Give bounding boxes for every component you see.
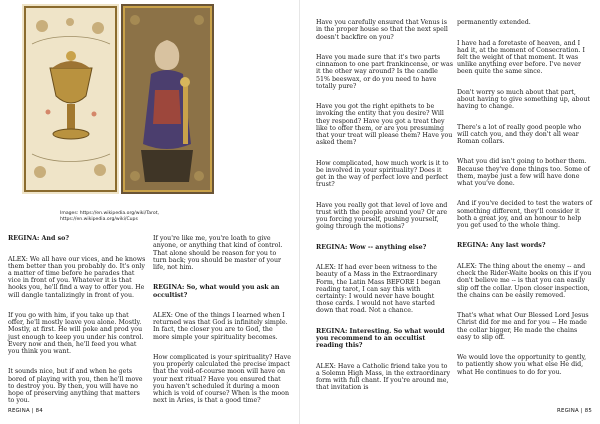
- paragraph: And if you've decided to test the waters of something different, they'll consider it both a great joy, and an honour to help you get used to the whole thing.: [457, 200, 592, 230]
- right-page: [300, 0, 600, 424]
- tarot-images: [22, 4, 214, 194]
- tarot-card-cup-image: [22, 4, 119, 194]
- paragraph: There's a lot of really good people who will catch you, and they don't all wear Roman collars.: [457, 123, 582, 146]
- right-page-footer: REGINA | 85: [557, 408, 592, 414]
- paragraph: Have you got the right epithets to be invoking the entity that you desire? Will they respond? Have you got a treat they like to offer them, or are you presuming that your treat will please them? Have you asked them?: [316, 103, 453, 147]
- paragraph: If you go with him, if you take up that offer, he'll mostly leave you alone. Mostly. Mostly, at first. He will poke and prod you just enough to keep you under his control. Every now and then, he'll feed you what you think you want.: [8, 312, 144, 356]
- paragraph: permanently extended.: [457, 19, 531, 27]
- paragraph: ALEX: One of the things I learned when I returned was that God is infinitely simple. In fact, the closer you are to God, the more simple your spirituality becomes.: [153, 312, 288, 341]
- paragraph: If you're like me, you're loath to give anyone, or anything that kind of control. That alone should be reason for you to turn back; you should be master of your life, not him.: [153, 235, 283, 272]
- image-credits-caption: Images: https://en.wikipedia.org/wiki/Tarot, https://en.wikipedia.org/wiki/Cups: [60, 211, 159, 222]
- paragraph: ALEX: We all have our vices, and he knows them better than you probably do. It's only a matter of time before he parades that vice in front of you. Whatever it is that hooks you, he'll find a way to offer you. He will dangle tantalizingly in front of you.: [8, 255, 146, 299]
- paragraph: REGINA: Wow -- anything else?: [316, 243, 427, 251]
- paragraph: What you did isn't going to bother them. Because they've done things too. Some of them, maybe just a few will have done what you've done.: [457, 158, 590, 188]
- tarot-card-figure-image: [121, 4, 214, 194]
- paragraph: Have you carefully ensured that Venus is in the proper house so that the next spell doesn't backfire on you?: [316, 19, 448, 41]
- paragraph: Have you made sure that it's two parts cinnamon to one part frankincense, or was it the other way around? Is the candle 51% beeswax, or do you need to have totally pure?: [316, 54, 453, 90]
- paragraph: REGINA: So, what would you ask an occultist?: [153, 284, 280, 299]
- paragraph: ALEX: Have a Catholic friend take you to a Solemn High Mass, in the extraordinary form with full chant. If you're around me, that invitation is: [316, 362, 451, 392]
- paragraph: ALEX: If had ever been witness to the beauty of a Mass in the Extraordinary Form, the Latin Mass BEFORE I began reading tarot, I can say this with certainty: I would never have bought those cards. I would not have started down that road. Not a chance.: [316, 264, 441, 315]
- right-page-column-1: [316, 12, 453, 405]
- paragraph: That's what what Our Blessed Lord Jesus Christ did for me and for you -- He made the collar bigger, He made the chains easy to slip off.: [457, 312, 589, 341]
- paragraph: REGINA: Any last words?: [457, 242, 546, 250]
- paragraph: Don't worry so much about that part, about having to give something up, about having to change.: [457, 88, 590, 111]
- paragraph: How complicated is your spirituality? Have you properly calculated the precise impact that the void-of-course moon will have on your next ritual? Have you ensured that you haven't scheduled it during a moon which is void of course? When is the moon next in Aries, is that a good time?: [153, 354, 291, 405]
- paragraph: REGINA: And so?: [8, 235, 70, 243]
- paragraph: REGINA: Interesting. So what would you recommend to an occultist reading this?: [316, 327, 445, 350]
- paragraph: I have had a foretaste of heaven, and I had it, at the moment of Consecration. I felt the weight of that moment. It was unlike anything ever before. I've never been quite the same since.: [457, 39, 585, 76]
- paragraph: ALEX: The thing about the enemy -- and check the Rider-Waite books on this if you don't believe me -- is that you can easily slip off the collar. Upon closer inspection, the chains can be easily removed.: [457, 262, 592, 299]
- paragraph: How complicated, how much work is it to be involved in your spirituality? Does it get in the way of perfect love and perfect trust?: [316, 159, 449, 189]
- left-page-column-1: [8, 228, 146, 418]
- right-page-column-2: [457, 12, 593, 389]
- left-page-column-2: [153, 228, 291, 418]
- paragraph: We would love the opportunity to gently, to patiently show you what else He did, what He continues to do for you.: [457, 354, 587, 376]
- left-page-footer: REGINA | 84: [8, 408, 43, 414]
- paragraph: It sounds nice, but if and when he gets bored of playing with you, then he'll move to destroy you. By then, you will have no hope of preserving anything that matters to you.: [8, 368, 143, 405]
- paragraph: Have you really got that level of love and trust with the people around you? Or are you forcing yourself, pushing yourself, going through the motions?: [316, 201, 448, 231]
